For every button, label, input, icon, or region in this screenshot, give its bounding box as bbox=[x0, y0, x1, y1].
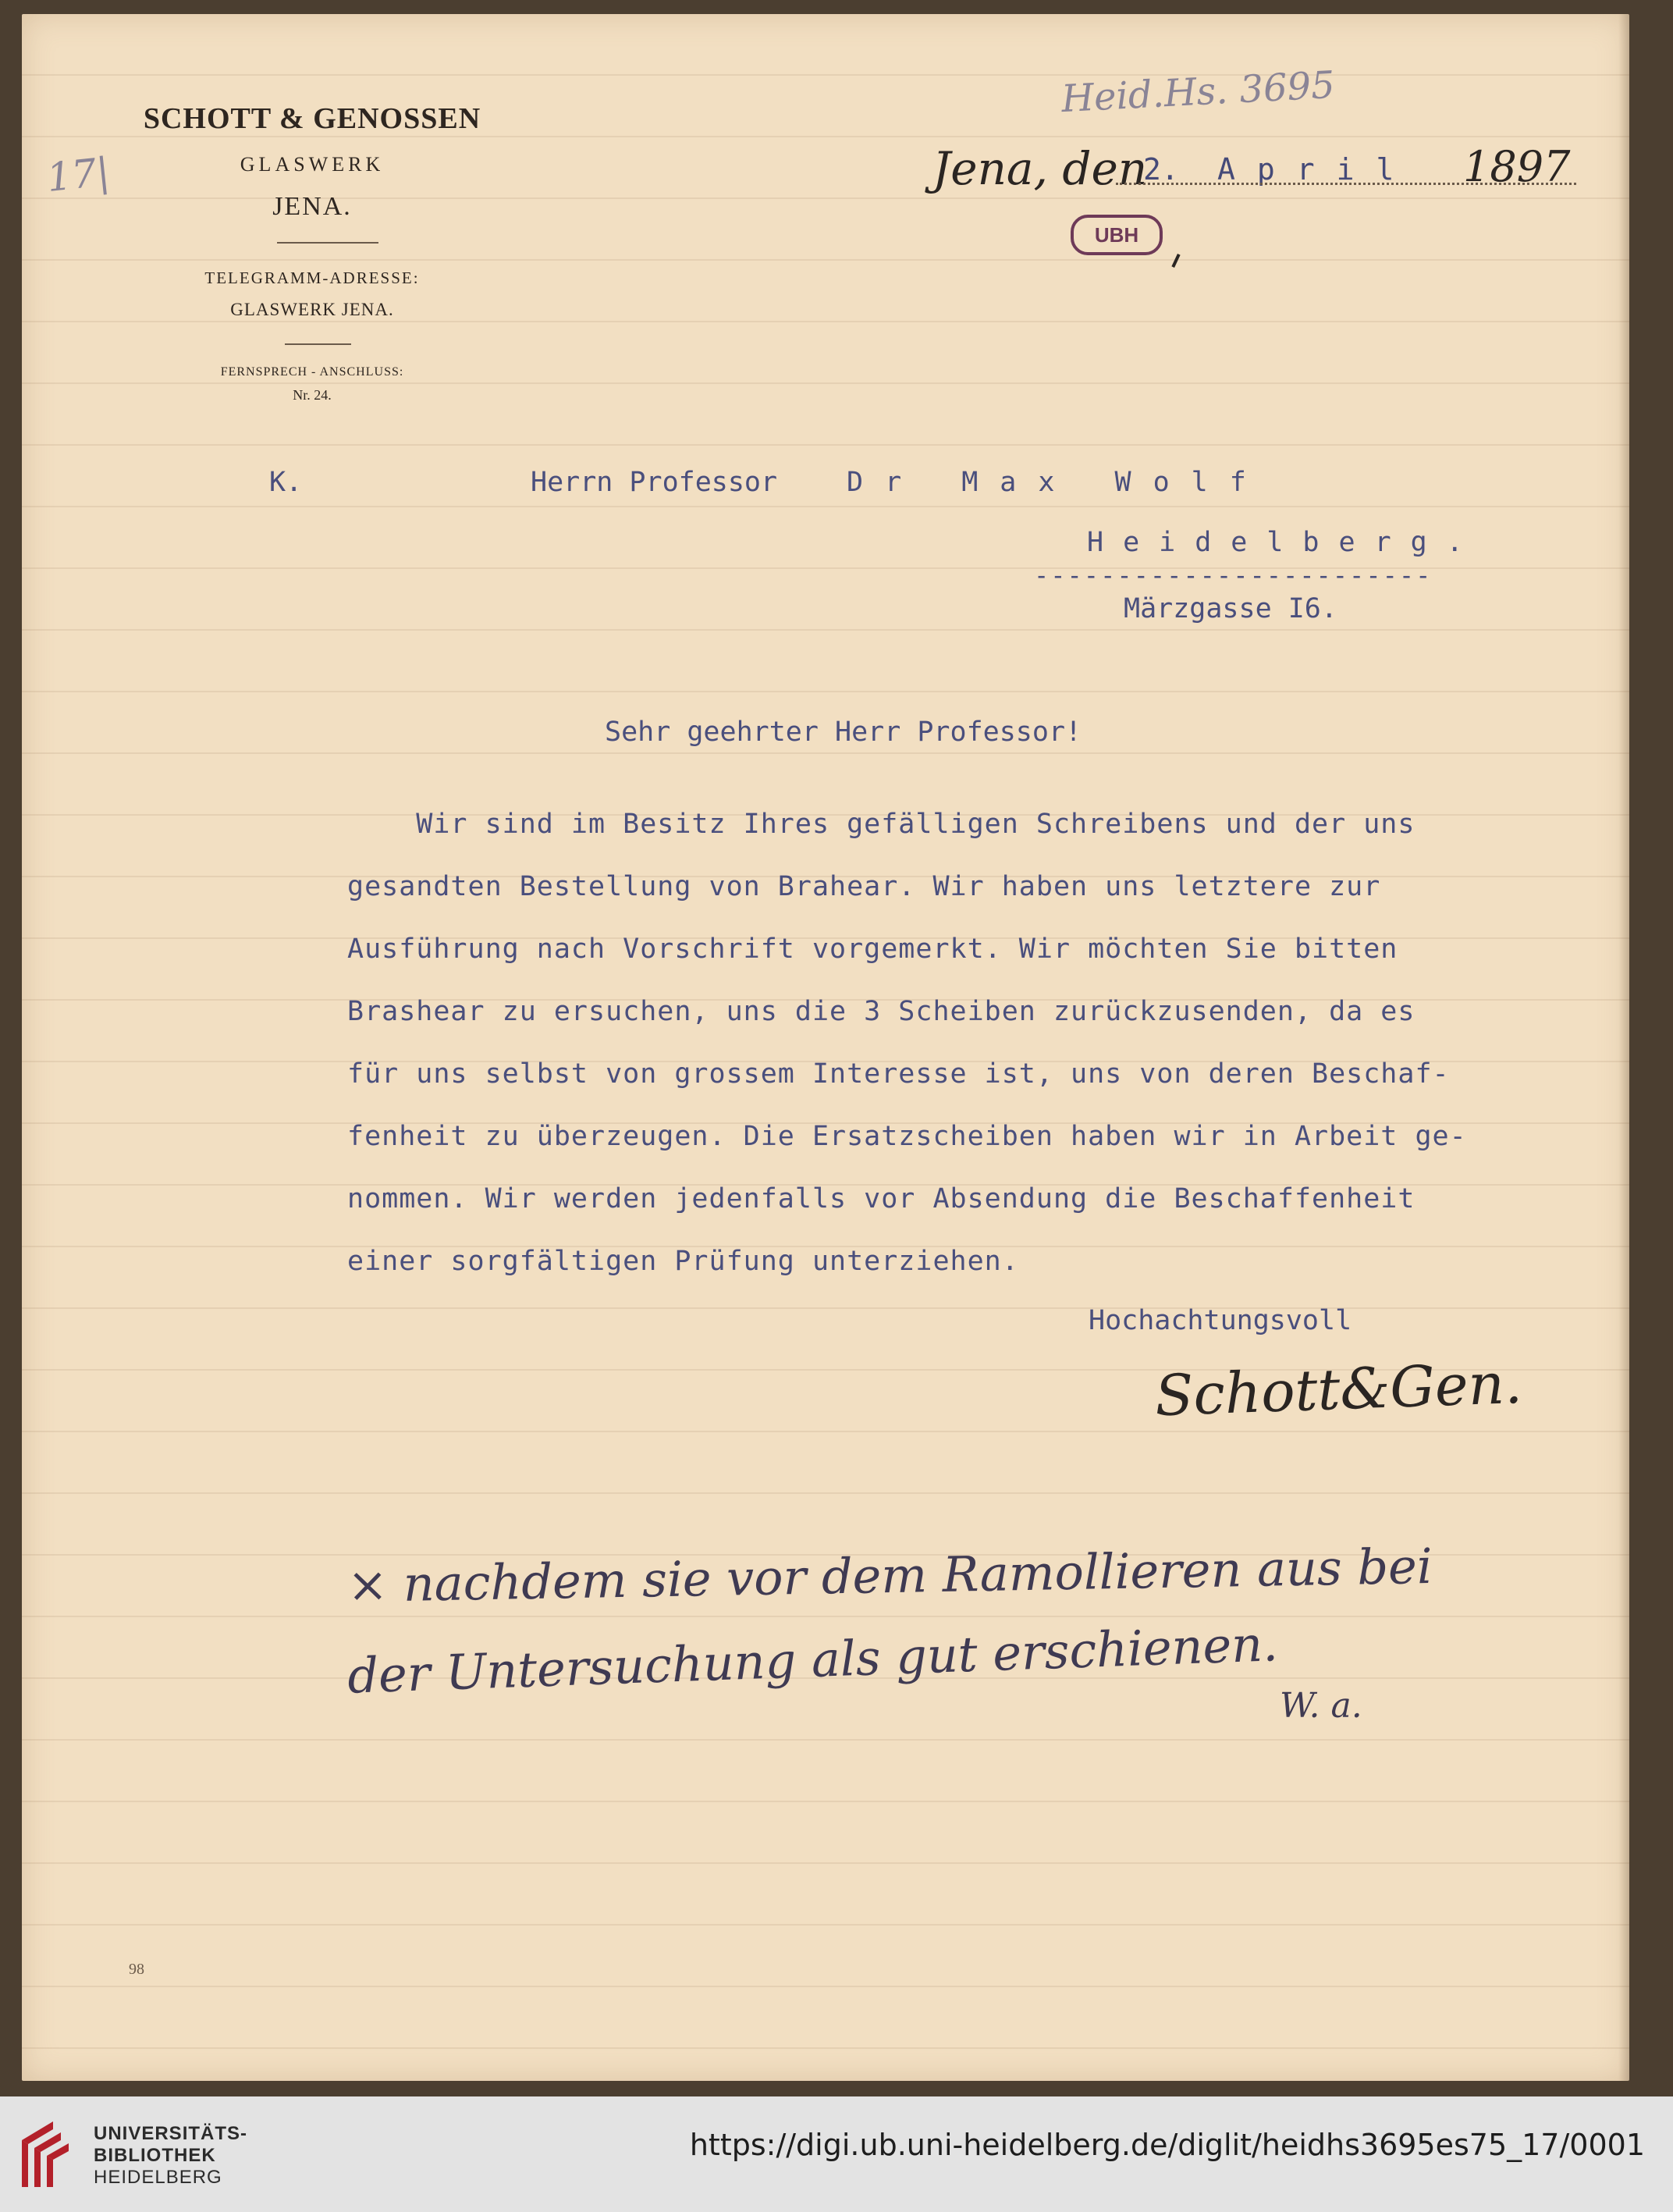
body-line: Ausführung nach Vorschrift vorgemerkt. Wir möchten Sie bitten bbox=[347, 934, 1398, 965]
letterhead-city: JENA. bbox=[272, 192, 352, 221]
body-line: Wir sind im Besitz Ihres gefälligen Schreibens und der uns bbox=[347, 809, 1415, 840]
archive-signature: Heid.Hs. 3695 bbox=[1060, 62, 1336, 122]
phone-label: FERNSPRECH - ANSCHLUSS: bbox=[220, 365, 404, 379]
signature: Schott&Gen. bbox=[1153, 1350, 1524, 1429]
phone-value: Nr. 24. bbox=[293, 387, 332, 403]
date-month: April bbox=[1217, 152, 1416, 187]
body-line: für uns selbst von grossem Interesse ist, uns von deren Beschaf- bbox=[347, 1058, 1450, 1090]
viewer-footer bbox=[0, 2096, 1673, 2212]
recipient-street: Märzgasse I6. bbox=[1124, 593, 1337, 624]
recipient-title: Herrn Professor bbox=[531, 467, 778, 498]
page-edge-shadow bbox=[1618, 14, 1629, 2081]
letter-page bbox=[22, 14, 1629, 2081]
letterhead-divider bbox=[277, 242, 378, 244]
date-day: 2. bbox=[1143, 152, 1179, 187]
recipient-marker: K. bbox=[269, 467, 303, 498]
date-year: 1897 bbox=[1463, 142, 1571, 191]
body-line: nommen. Wir werden jedenfalls vor Absendung die Beschaffenheit bbox=[347, 1183, 1415, 1214]
recipient-name: Dr Max Wolf bbox=[847, 467, 1268, 498]
handwritten-note-line: der Untersuchung als gut erschienen. bbox=[346, 1615, 1279, 1705]
library-stamp: UBH bbox=[1071, 215, 1163, 255]
date-dotted-line bbox=[1116, 183, 1576, 185]
recipient-underline: ------------------------ bbox=[1034, 560, 1433, 590]
closing: Hochachtungsvoll bbox=[1089, 1305, 1352, 1336]
folio-number: 17| bbox=[44, 148, 112, 201]
body-line: gesandten Bestellung von Brahear. Wir haben uns letztere zur bbox=[347, 871, 1381, 902]
recipient-city: Heidelberg. bbox=[1087, 527, 1483, 558]
letterhead-company: SCHOTT & GENOSSEN bbox=[143, 102, 481, 135]
page-number: 98 bbox=[129, 1961, 144, 1978]
letterhead-subtitle: GLASWERK bbox=[240, 153, 385, 176]
logo-line: BIBLIOTHEK bbox=[94, 2145, 216, 2166]
body-line: einer sorgfältigen Prüfung unterziehen. bbox=[347, 1246, 1019, 1277]
telegram-label: TELEGRAMM-ADRESSE: bbox=[204, 268, 420, 287]
body-line: Brashear zu ersuchen, uns die 3 Scheiben zurückzusenden, da es bbox=[347, 996, 1415, 1027]
handwritten-note-line: × nachdem sie vor dem Ramollieren aus bei bbox=[346, 1537, 1433, 1614]
logo-line: UNIVERSITÄTS- bbox=[94, 2123, 248, 2144]
telegram-value: GLASWERK JENA. bbox=[230, 300, 394, 319]
library-logo-icon bbox=[14, 2117, 84, 2192]
date-prefix: Jena, den bbox=[932, 142, 1148, 195]
letterhead-divider bbox=[285, 343, 351, 345]
salutation: Sehr geehrter Herr Professor! bbox=[605, 717, 1082, 748]
logo-line: HEIDELBERG bbox=[94, 2167, 222, 2188]
permalink-url[interactable]: https://digi.ub.uni-heidelberg.de/diglit/heidhs3695es75_17/0001 bbox=[689, 2128, 1645, 2162]
body-line: fenheit zu überzeugen. Die Ersatzscheiben haben wir in Arbeit ge- bbox=[347, 1121, 1467, 1152]
handwritten-initials: W. a. bbox=[1280, 1686, 1362, 1726]
